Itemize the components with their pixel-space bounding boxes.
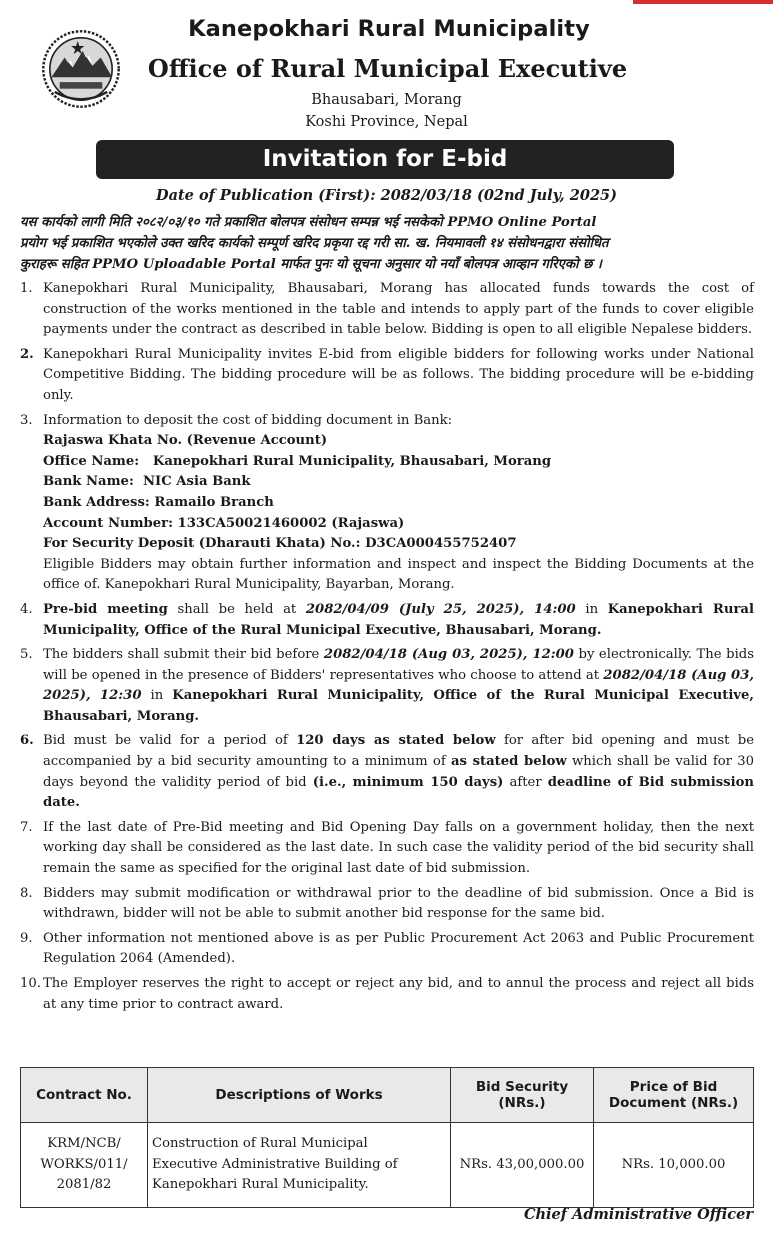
list-item (20, 345, 754, 407)
table-header-row (21, 1068, 754, 1123)
revenue-account: Rajaswa Khata No. (Revenue Account) (43, 433, 328, 449)
cell-line: Executive Administrative Building of (152, 1156, 398, 1172)
text-segment: 2082/04/18 (Aug 03, 2025), 12:30 (43, 667, 755, 704)
text-segment: (i.e., minimum 150 days) (312, 774, 504, 790)
bank-name: Bank Name: NIC Asia Bank (43, 474, 251, 490)
list-item (20, 731, 754, 813)
nepali-notice (20, 212, 754, 275)
header-bid-security (451, 1068, 594, 1123)
text-segment: Kanepokhari Rural Municipality, Office of the Rural Municipal Executive, Bhausabari, Morang. (43, 601, 754, 638)
text-segment: 120 days as stated below (296, 733, 496, 749)
notice-body (20, 279, 754, 1019)
header-line: Price of Bid (629, 1079, 718, 1095)
signatory-title: Chief Administrative Officer (523, 1206, 753, 1223)
list-item (20, 818, 754, 880)
top-accent-bar (633, 0, 773, 4)
item-text: Kanepokhari Rural Municipality, Bhausabari, Morang has allocated funds towards the cost of construction of the works mentioned in the table and intends to apply part of the funds to cover eligible payments under the contract as described in table below. Bidding is open to all eligible Nepalese bidders. (43, 281, 754, 338)
bank-info-outro: Eligible Bidders may obtain further information and inspect and inspect the Bidding Documents at the office of. Kanepokhari Rural Municipality, Bayarban, Morang. (43, 556, 754, 593)
list-item (20, 974, 754, 1015)
item-text (43, 645, 754, 727)
address-line-1: Bhausabari, Morang (311, 92, 462, 108)
security-deposit-account: For Security Deposit (Dharauti Khata) No.: D3CA000455752407 (43, 536, 517, 552)
text-segment: for after bid opening and must be accompanied by a bid security amounting to a minimum of (43, 733, 755, 770)
text-segment: 2082/04/09 (July 25, 2025), 14:00 (305, 601, 576, 617)
item-number: 9. (20, 930, 33, 946)
list-item (20, 279, 754, 341)
item-number: 2. (20, 346, 34, 362)
header-contract-no: Contract No. (21, 1068, 148, 1123)
account-number: Account Number: 133CA50021460002 (Rajaswa) (43, 515, 405, 531)
header-line: (NRs.) (498, 1095, 546, 1111)
nepali-notice-line: यस कार्यको लागी मिति २०८२/०३/१० गते प्रकाशित बोलपत्र संसोधन सम्पन्न भई नसकेको PPMO Online Portal (20, 215, 597, 230)
item-text: Bidders may submit modification or withdrawal prior to the deadline of bid submission. Once a Bid is withdrawn, bidder will not be able to submit another bid response for the same bid. (43, 885, 754, 922)
cell-price: NRs. 10,000.00 (594, 1123, 754, 1208)
item-number: 6. (20, 733, 34, 749)
text-segment: Bid must be valid for a period of (43, 733, 297, 749)
cell-line: Construction of Rural Municipal (152, 1136, 368, 1152)
header-description: Descriptions of Works (148, 1068, 451, 1123)
item-number: 1. (20, 281, 33, 296)
office-name: Office of Rural Municipal Executive (147, 54, 628, 83)
item-text (43, 731, 754, 813)
contract-table (20, 1067, 754, 1208)
bank-info (43, 411, 754, 596)
item-text: Other information not mentioned above is as per Public Procurement Act 2063 and Public Procurement Regulation 2064 (Amended). (43, 930, 754, 967)
text-segment: as stated below (450, 754, 567, 770)
text-segment: Kanepokhari Rural Municipality, Office of the Rural Municipal Executive, Bhausabari, Morang. (43, 688, 754, 724)
publication-date: Date of Publication (First): 2082/03/18 (02nd July, 2025) (156, 187, 617, 204)
item-number: 5. (20, 647, 33, 663)
municipality-name: Kanepokhari Rural Municipality (188, 16, 590, 42)
office-name-line: Office Name: Kanepokhari Rural Municipality, Bhausabari, Morang (43, 453, 552, 469)
list-item (20, 884, 754, 925)
list-item (20, 600, 754, 641)
text-segment: in (575, 601, 608, 617)
list-item (20, 411, 754, 596)
table-row (21, 1123, 754, 1208)
nepali-notice-line: कुराहरू सहित PPMO Uploadable Portal मार्फत पुनः यो सूचना अनुसार यो नयाँ बोलपत्र आव्हान गरिएको छ । (20, 257, 602, 272)
header-line: Document (NRs.) (608, 1095, 739, 1111)
cell-line: KRM/NCB/ (47, 1136, 121, 1152)
notice-title-banner: Invitation for E-bid (96, 140, 674, 179)
item-number: 10. (20, 976, 41, 991)
item-number: 4. (20, 601, 33, 617)
list-item (20, 929, 754, 970)
item-number: 7. (20, 819, 33, 835)
item-text: The Employer reserves the right to accept or reject any bid, and to annul the process and reject all bids at any time prior to contract award. (43, 976, 754, 1012)
text-segment: Pre-bid meeting (43, 601, 168, 617)
header-line: Bid Security (475, 1079, 569, 1095)
text-segment: 2082/04/18 (Aug 03, 2025), 12:00 (323, 647, 574, 663)
address-line-2: Koshi Province, Nepal (305, 114, 468, 130)
cell-line: WORKS/011/ (40, 1156, 128, 1172)
bank-address: Bank Address: Ramailo Branch (43, 494, 274, 510)
cell-description (148, 1123, 451, 1208)
bank-info-intro: Information to deposit the cost of bidding document in Bank: (43, 412, 453, 428)
text-segment: which shall be valid for 30 days beyond the validity period of bid (43, 754, 754, 790)
cell-line: Kanepokhari Rural Municipality. (152, 1177, 369, 1193)
cell-bid-security: NRs. 43,00,000.00 (451, 1123, 594, 1208)
cell-contract-no (21, 1123, 148, 1208)
text-segment: in (141, 688, 173, 704)
nepali-notice-line: प्रयोग भई प्रकाशित भएकोले उक्त खरिद कार्यको सम्पूर्ण खरिद प्रकृया रद्द गरी सा. ख. नियमावली १४ संसोधनद्वारा संसोधित (20, 236, 609, 251)
cell-line: 2081/82 (56, 1177, 112, 1193)
list-item (20, 645, 754, 727)
text-segment: shall be held at (167, 601, 306, 617)
item-text (43, 600, 754, 641)
item-number: 3. (20, 412, 33, 428)
text-segment: The bidders shall submit their bid before (43, 647, 324, 663)
text-segment: deadline of Bid submission date. (43, 774, 754, 811)
item-text: If the last date of Pre-Bid meeting and Bid Opening Day falls on a government holiday, then the next working day shall be considered as the last date. In such case the validity period of the bid security shall remain the same as specified for the original last date of bid submission. (43, 819, 754, 877)
item-text: Kanepokhari Rural Municipality invites E-bid from eligible bidders for following works under National Competitive Bidding. The bidding procedure will be as follows. The bidding procedure will be e-bidding only. (43, 346, 754, 403)
text-segment: by electronically. The bids will be opened in the presence of Bidders' representatives who choose to attend at (43, 647, 754, 683)
text-segment: after (503, 774, 548, 790)
item-number: 8. (20, 885, 33, 901)
header-price (594, 1068, 754, 1123)
